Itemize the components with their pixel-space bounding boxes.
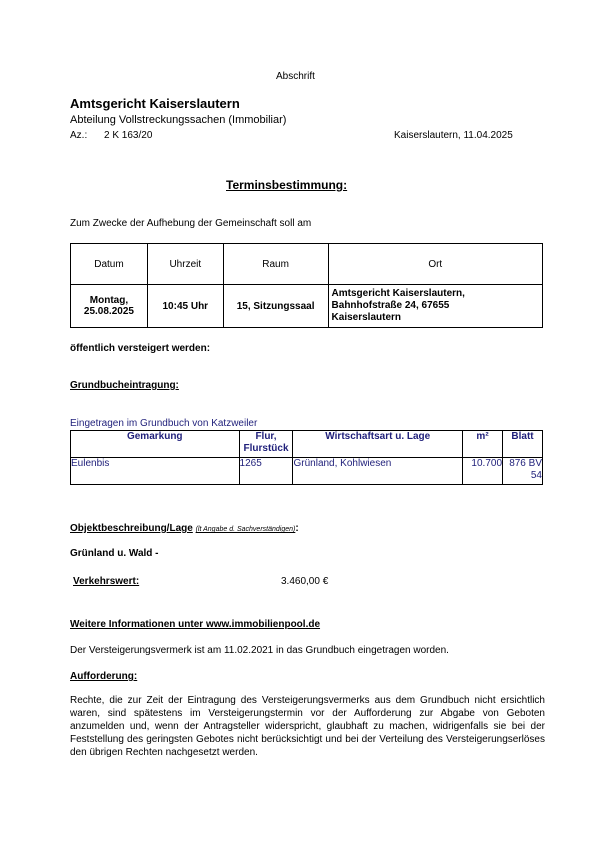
header-flur (239, 431, 293, 458)
blatt-line-1: 876 BV (509, 458, 542, 469)
land-register-subtitle: Eingetragen im Grundbuch von Katzweiler (70, 418, 258, 429)
auction-note: öffentlich versteigert werden: (70, 343, 211, 354)
land-register-header-row (71, 431, 543, 458)
copy-label: Abschrift (276, 71, 315, 82)
place-date: Kaiserslautern, 11.04.2025 (394, 130, 513, 141)
location-line-2: Bahnhofstraße 24, 67655 (331, 300, 450, 311)
request-heading: Aufforderung: (70, 671, 138, 682)
court-department: Abteilung Vollstreckungssachen (Immobiliar) (70, 114, 287, 126)
land-register-row (71, 458, 543, 485)
request-text: Rechte, die zur Zeit der Eintragung des Versteigerungsvermerks aus dem Grundbuch nicht ersichtlich waren, sind spätestens im Versteigerungstermin vor der Aufforderung zur Abgabe von Geboten anzumelden und, wenn der Antragsteller widerspricht, glaubhaft zu machen, widrigenfalls sie bei der Feststellung des geringsten Gebotes nicht berücksichtigt und bei der Verteilung des Versteigerungserlöses den übrigen Rechten nachgesetzt werden. (70, 695, 545, 758)
market-value-amount: 3.460,00 € (281, 576, 329, 587)
object-heading-note: (lt Angabe d. Sachverständigen) (195, 526, 296, 533)
appointment-time: 10:45 Uhr (147, 285, 223, 328)
intro-text: Zum Zwecke der Aufhebung der Gemeinschaft soll am (70, 218, 312, 229)
court-name: Amtsgericht Kaiserslautern (70, 96, 240, 111)
appointment-room: 15, Sitzungssaal (223, 285, 328, 328)
location-line-1: Amtsgericht Kaiserslautern, (331, 288, 465, 299)
header-blatt: Blatt (503, 431, 543, 458)
header-raum: Raum (223, 244, 328, 285)
date-value: 25.08.2025 (83, 306, 134, 317)
blatt-line-2: 54 (530, 470, 542, 481)
header-wirtschaftsart: Wirtschaftsart u. Lage (293, 431, 463, 458)
appointment-table (70, 243, 543, 328)
appointment-header-row (71, 244, 543, 285)
case-number-label: Az.: (70, 130, 88, 141)
case-number: 2 K 163/20 (104, 130, 153, 141)
header-ort: Ort (328, 244, 542, 285)
header-datum: Datum (71, 244, 148, 285)
cell-wirtschaftsart: Grünland, Kohlwiesen (293, 458, 463, 485)
object-description: Grünland u. Wald - (70, 548, 159, 559)
header-qm: m² (463, 431, 503, 458)
cell-gemarkung: Eulenbis (71, 458, 240, 485)
cell-qm: 10.700 (463, 458, 503, 485)
more-info-link[interactable]: Weitere Informationen unter www.immobilienpool.de (70, 619, 321, 630)
header-uhrzeit: Uhrzeit (147, 244, 223, 285)
cell-blatt (503, 458, 543, 485)
header-flur-line-2: Flurstück (243, 443, 289, 454)
appointment-location (328, 285, 542, 328)
object-heading (70, 523, 299, 534)
appointment-date (71, 285, 148, 328)
location-line-3: Kaiserslautern (331, 312, 402, 323)
date-weekday: Montag, (89, 295, 129, 306)
object-heading-colon: : (295, 523, 299, 534)
market-value-label: Verkehrswert: (73, 576, 140, 587)
document-title: Terminsbestimmung: (226, 178, 348, 192)
registration-note: Der Versteigerungsvermerk ist am 11.02.2021 in das Grundbuch eingetragen worden. (70, 645, 449, 656)
object-heading-text: Objektbeschreibung/Lage (70, 523, 193, 534)
header-flur-line-1: Flur, (255, 431, 277, 442)
land-register-heading: Grundbucheintragung: (70, 380, 179, 391)
land-register-table (70, 430, 543, 485)
cell-flur: 1265 (239, 458, 293, 485)
header-gemarkung: Gemarkung (71, 431, 240, 458)
appointment-row (71, 285, 543, 328)
